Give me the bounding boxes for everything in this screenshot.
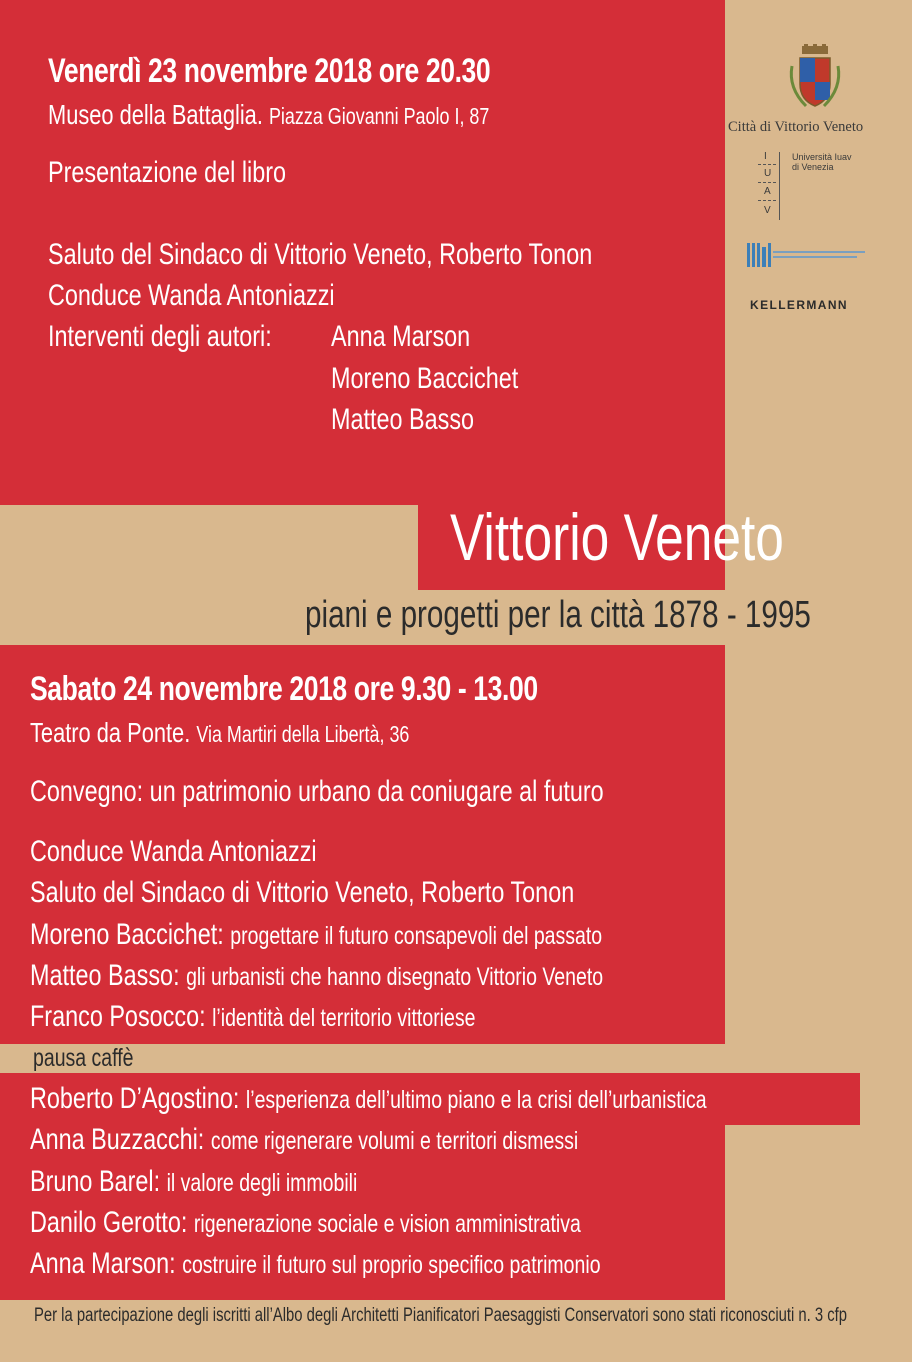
talk-topic: costruire il futuro sul proprio specifico patrimonio <box>182 1251 601 1279</box>
iuav-logo: I U A V Università Iuav di Venezia <box>758 152 868 224</box>
event1-host: Conduce Wanda Antoniazzi <box>48 279 335 312</box>
event2-venue-address: Via Martiri della Libertà, 36 <box>196 721 410 747</box>
speaker-name: Bruno Barel: <box>30 1165 161 1198</box>
speaker-name: Moreno Baccichet: <box>30 918 224 951</box>
talk-topic: il valore degli immobili <box>166 1169 358 1197</box>
iuav-name: Università Iuav <box>792 152 852 162</box>
event1-speaker: Moreno Baccichet <box>331 362 519 395</box>
talk-topic: come rigenerare volumi e territori dismessi <box>210 1127 579 1155</box>
event1-type: Presentazione del libro <box>48 156 287 189</box>
event1-speakers-label: Interventi degli autori: <box>48 320 272 353</box>
footer-note: Per la partecipazione degli iscritti all’Albo degli Architetti Pianificatori Paesaggisti Conservatori sono stati riconosciuti n. 3 cfp <box>34 1305 848 1326</box>
talk-row <box>30 1208 736 1238</box>
event1-date: Venerdì 23 novembre 2018 ore 20.30 <box>48 52 491 90</box>
main-title <box>450 500 878 574</box>
main-title-tan-part: eneto <box>655 500 784 574</box>
event2-type: Convegno: un patrimonio urbano da coniugare al futuro <box>30 775 604 808</box>
talk-topic: l’esperienza dell’ultimo piano e la crisi dell’urbanistica <box>245 1086 707 1114</box>
talk-row <box>30 1249 761 1279</box>
talk-topic: l’identità del territorio vittoriese <box>212 1004 476 1032</box>
talk-row <box>30 1002 601 1032</box>
kellermann-logo: KELLERMANN <box>750 298 848 312</box>
speaker-name: Matteo Basso: <box>30 959 180 992</box>
speaker-name: Anna Buzzacchi: <box>30 1123 205 1156</box>
break-label: pausa caffè <box>33 1044 134 1072</box>
talk-topic: progettare il futuro consapevoli del passato <box>230 922 603 950</box>
talk-topic: rigenerazione sociale e vision amministrativa <box>193 1210 581 1238</box>
event2-venue <box>30 719 516 747</box>
talk-topic: gli urbanisti che hanno disegnato Vittorio Veneto <box>186 963 604 991</box>
subtitle: piani e progetti per la città 1878 - 1995 <box>305 594 811 636</box>
event1-venue-name: Museo della Battaglia. <box>48 99 263 130</box>
speaker-name: Danilo Gerotto: <box>30 1206 188 1239</box>
talk-row <box>30 920 763 950</box>
talk-row <box>30 1084 897 1114</box>
event1-venue-address: Piazza Giovanni Paolo I, 87 <box>268 103 490 129</box>
event2-greeting: Saluto del Sindaco di Vittorio Veneto, Roberto Tonon <box>30 876 575 909</box>
event1-greeting: Saluto del Sindaco di Vittorio Veneto, Roberto Tonon <box>48 238 593 271</box>
event2-host: Conduce Wanda Antoniazzi <box>30 835 317 868</box>
speaker-name: Roberto D’Agostino: <box>30 1082 240 1115</box>
talk-row <box>30 961 765 991</box>
foundation-logo-icon <box>747 241 872 271</box>
city-name: Città di Vittorio Veneto <box>728 119 864 135</box>
city-coat-of-arms-icon <box>786 44 844 114</box>
event1-venue <box>48 101 614 129</box>
talk-row <box>30 1125 733 1155</box>
main-title-red-part: Vittorio V <box>450 500 656 574</box>
talk-row <box>30 1167 450 1197</box>
event1-speaker: Anna Marson <box>331 320 471 353</box>
speaker-name: Franco Posocco: <box>30 1000 206 1033</box>
event2-date: Sabato 24 novembre 2018 ore 9.30 - 13.00 <box>30 670 538 708</box>
event2-venue-name: Teatro da Ponte. <box>30 717 191 748</box>
event1-speaker: Matteo Basso <box>331 403 475 436</box>
speaker-name: Anna Marson: <box>30 1247 176 1280</box>
